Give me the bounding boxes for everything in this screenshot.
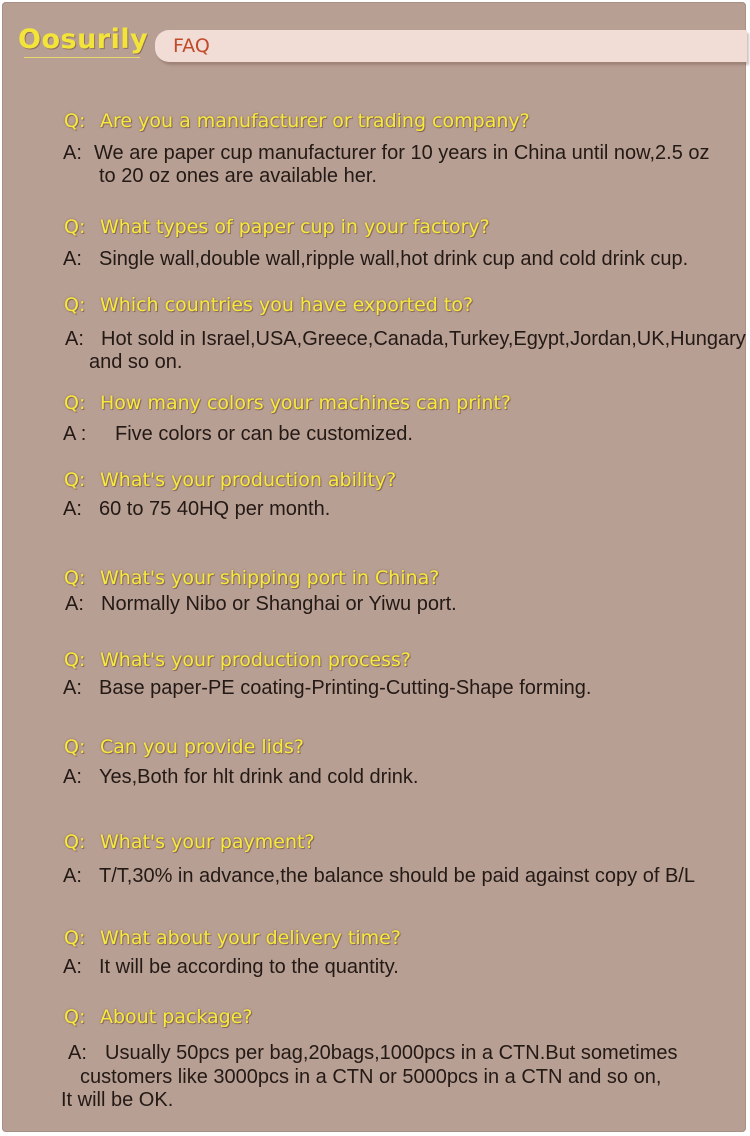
faq-answer-11-line-1: Usually 50pcs per bag,20bags,1000pcs in a CTN.But sometimes [105,1042,678,1064]
faq-answer-10-mark: A: [63,956,82,978]
faq-answer-9-line-1: T/T,30% in advance,the balance should be paid against copy of B/L [99,865,695,887]
faq-question-3: Q: Which countries you have exported to? [64,294,474,316]
faq-answer-11-line-3: It will be OK. [61,1089,174,1111]
faq-answer-8-mark: A: [63,766,82,788]
faq-answer-3-line-2: and so on. [89,351,183,373]
faq-answer-9-mark: A: [63,865,82,887]
faq-question-8: Q: Can you provide lids? [64,736,304,758]
faq-answer-1-line-1: We are paper cup manufacturer for 10 years in China until now,2.5 oz [94,142,710,164]
faq-answer-8-line-1: Yes,Both for hlt drink and cold drink. [99,766,419,788]
faq-answer-5-mark: A: [63,498,82,520]
faq-answer-5-line-1: 60 to 75 40HQ per month. [99,498,331,520]
faq-question-2: Q: What types of paper cup in your factory? [64,216,490,238]
faq-answer-3-line-1: Hot sold in Israel,USA,Greece,Canada,Turkey,Egypt,Jordan,UK,Hungary [101,328,746,350]
faq-title: FAQ [173,35,210,57]
faq-question-11: Q: About package? [64,1006,253,1028]
faq-header-bar [155,30,747,62]
brand-logo: Oosurily [18,24,149,55]
brand-underline [24,57,140,58]
faq-answer-1-line-2: to 20 oz ones are available her. [99,165,377,187]
faq-answer-4-line-1: Five colors or can be customized. [115,423,413,445]
faq-question-1: Q: Are you a manufacturer or trading company? [64,110,530,132]
faq-answer-7-line-1: Base paper-PE coating-Printing-Cutting-Shape forming. [99,677,592,699]
faq-question-9: Q: What's your payment? [64,831,315,853]
faq-answer-10-line-1: It will be according to the quantity. [99,956,399,978]
faq-question-6: Q: What's your shipping port in China? [64,567,440,589]
faq-question-7: Q: What's your production process? [64,649,412,671]
faq-answer-6-line-1: Normally Nibo or Shanghai or Yiwu port. [101,593,457,615]
faq-answer-2-line-1: Single wall,double wall,ripple wall,hot drink cup and cold drink cup. [99,248,689,270]
faq-answer-6-mark: A: [65,593,84,615]
faq-answer-1-mark: A: [63,142,82,164]
faq-answer-11-line-2: customers like 3000pcs in a CTN or 5000pcs in a CTN and so on, [80,1066,662,1088]
faq-question-10: Q: What about your delivery time? [64,927,401,949]
faq-answer-11-mark: A: [68,1042,87,1064]
faq-question-4: Q: How many colors your machines can print? [64,392,511,414]
faq-answer-3-mark: A: [65,328,84,350]
faq-panel [2,2,746,1132]
faq-answer-4-mark: A : [63,423,87,445]
faq-answer-2-mark: A: [63,248,82,270]
faq-answer-7-mark: A: [63,677,82,699]
faq-question-5: Q: What's your production ability? [64,469,397,491]
